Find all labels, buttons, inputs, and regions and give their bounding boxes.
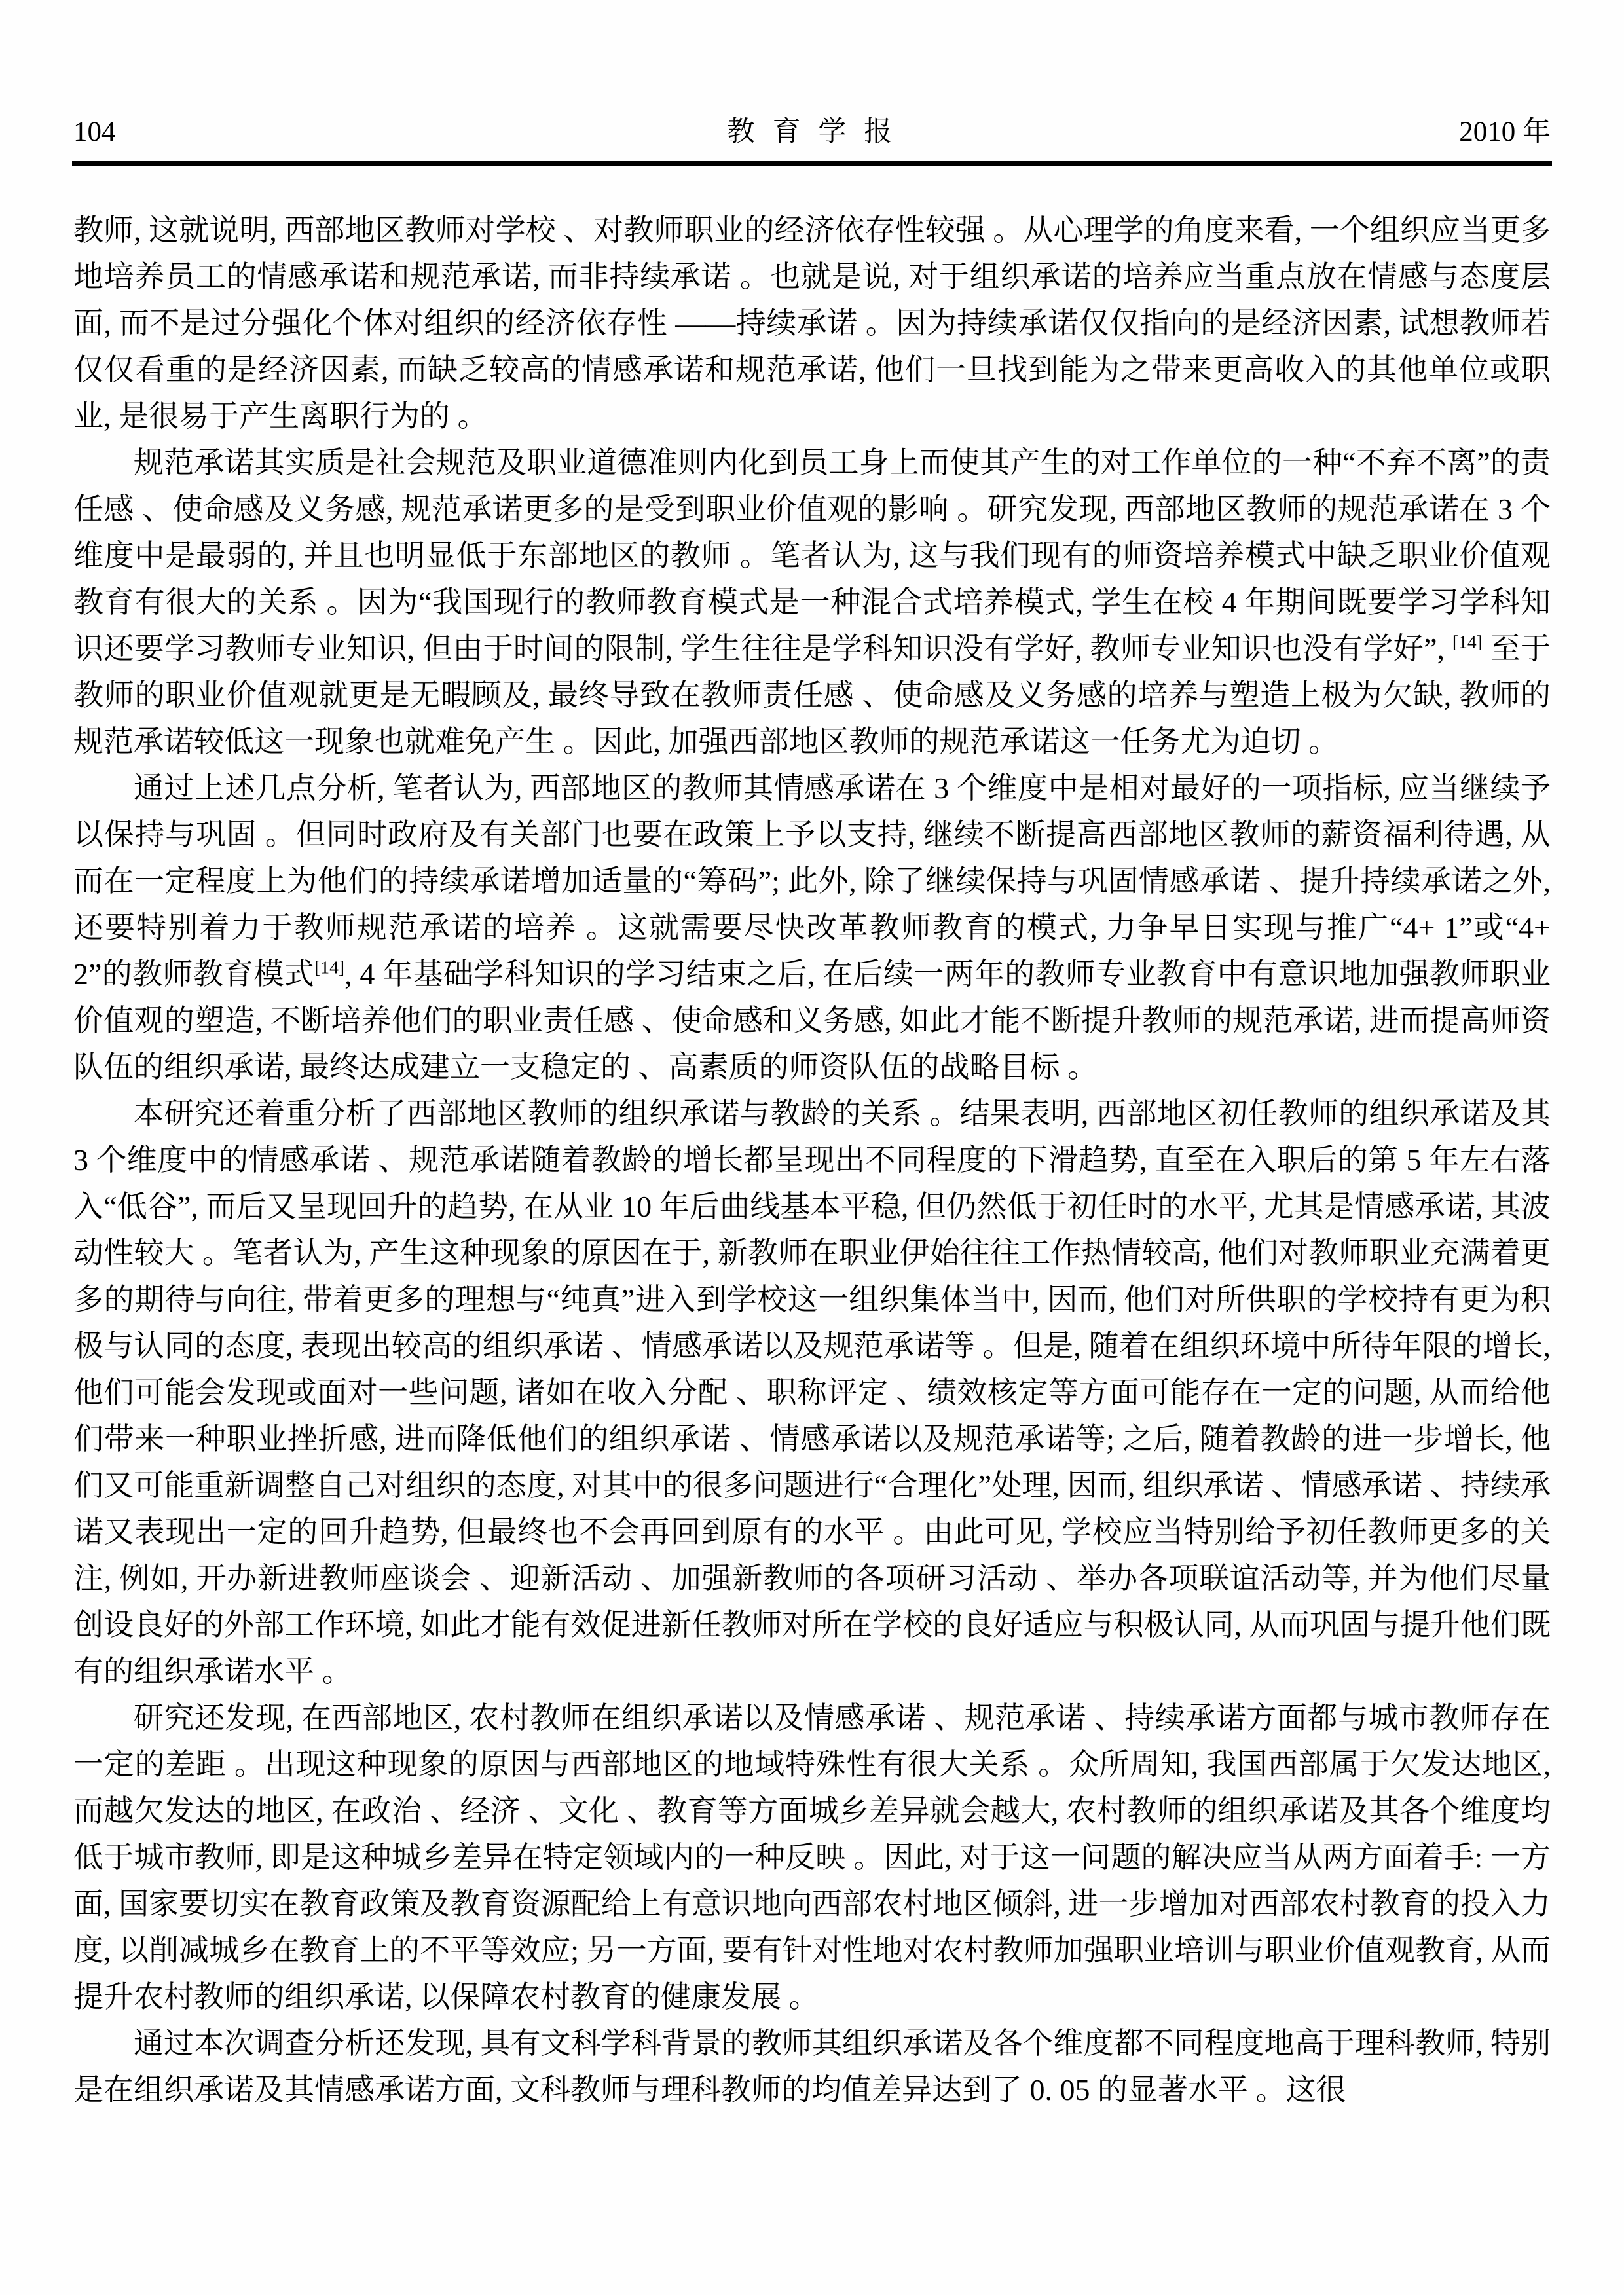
paragraph: 通过本次调查分析还发现, 具有文科学科背景的教师其组织承诺及各个维度都不同程度地高于理科教师, 特别是在组织承诺及其情感承诺方面, 文科教师与理科教师的均值差异达到了 0. 05 的显著水平 。这很 — [73, 2027, 1551, 2106]
paragraph: 规范承诺其实质是社会规范及职业道德准则内化到员工身上而使其产生的对工作单位的一种“不弃不离”的责任感 、使命感及义务感, 规范承诺更多的是受到职业价值观的影响 。研究发现, 西部地区教师的规范承诺在 3 个维度中是最弱的, 并且也明显低于东部地区的教师 。笔者认为, 这与我们现有的师资培养模式中缺乏职业价值观教育有很大的关系 。因为“我国现行的教师教育模式是一种混合式培养模式, 学生在校 4 年期间既要学习学科知识还要学习教师专业知识, 但由于时间的限制, 学生往往是学科知识没有学好, 教师专业知识也没有学好”, [14] 至于教师的职业价值观就更是无暇顾及, 最终导致在教师责任感 、使命感及义务感的培养与塑造上极为欠缺, 教师的规范承诺较低这一现象也就难免产生 。因此, 加强西部地区教师的规范承诺这一任务尤为迫切 。 — [73, 446, 1551, 758]
footnote-ref: [14] — [1452, 631, 1483, 652]
issue-year: 2010 年 — [1459, 117, 1551, 147]
body-text — [73, 207, 1551, 2113]
footnote-ref: [14] — [314, 957, 345, 978]
paragraph: 研究还发现, 在西部地区, 农村教师在组织承诺以及情感承诺 、规范承诺 、持续承诺方面都与城市教师存在一定的差距 。出现这种现象的原因与西部地区的地域特殊性有很大关系 。众所周知, 我国西部属于欠发达地区, 而越欠发达的地区, 在政治 、经济 、文化 、教育等方面城乡差异就会越大, 农村教师的组织承诺及其各个维度均低于城市教师, 即是这种城乡差异在特定领域内的一种反映 。因此, 对于这一问题的解决应当从两方面着手: 一方面, 国家要切实在教育政策及教育资源配给上有意识地向西部农村地区倾斜, 进一步增加对西部农村教育的投入力度, 以削减城乡在教育上的不平等效应; 另一方面, 要有针对性地对农村教师加强职业培训与职业价值观教育, 从而提升农村教师的组织承诺, 以保障农村教育的健康发展 。 — [73, 1701, 1551, 2013]
paragraph: 教师, 这就说明, 西部地区教师对学校 、对教师职业的经济依存性较强 。从心理学的角度来看, 一个组织应当更多地培养员工的情感承诺和规范承诺, 而非持续承诺 。也就是说, 对于组织承诺的培养应当重点放在情感与态度层面, 而不是过分强化个体对组织的经济依存性 ——持续承诺 。因为持续承诺仅仅指向的是经济因素, 试想教师若仅仅看重的是经济因素, 而缺乏较高的情感承诺和规范承诺, 他们一旦找到能为之带来更高收入的其他单位或职业, 是很易于产生离职行为的 。 — [73, 213, 1551, 433]
journal-title: 教 育 学 报 — [726, 117, 898, 147]
paragraph: 本研究还着重分析了西部地区教师的组织承诺与教龄的关系 。结果表明, 西部地区初任教师的组织承诺及其 3 个维度中的情感承诺 、规范承诺随着教龄的增长都呈现出不同程度的下滑趋势, 直至在入职后的第 5 年左右落入“低谷”, 而后又呈现回升的趋势, 在从业 10 年后曲线基本平稳, 但仍然低于初任时的水平, 尤其是情感承诺, 其波动性较大 。笔者认为, 产生这种现象的原因在于, 新教师在职业伊始往往工作热情较高, 他们对教师职业充满着更多的期待与向往, 带着更多的理想与“纯真”进入到学校这一组织集体当中, 因而, 他们对所供职的学校持有更为积极与认同的态度, 表现出较高的组织承诺 、情感承诺以及规范承诺等 。但是, 随着在组织环境中所待年限的增长, 他们可能会发现或面对一些问题, 诸如在收入分配 、职称评定 、绩效核定等方面可能存在一定的问题, 从而给他们带来一种职业挫折感, 进而降低他们的组织承诺 、情感承诺以及规范承诺等; 之后, 随着教龄的进一步增长, 他们又可能重新调整自己对组织的态度, 对其中的很多问题进行“合理化”处理, 因而, 组织承诺 、情感承诺 、持续承诺又表现出一定的回升趋势, 但最终也不会再回到原有的水平 。由此可见, 学校应当特别给予初任教师更多的关注, 例如, 开办新进教师座谈会 、迎新活动 、加强新教师的各项研习活动 、举办各项联谊活动等, 并为他们尽量创设良好的外部工作环境, 如此才能有效促进新任教师对所在学校的良好适应与积极认同, 从而巩固与提升他们既有的组织承诺水平 。 — [73, 1097, 1551, 1688]
page-number: 104 — [73, 117, 116, 147]
paragraph: 通过上述几点分析, 笔者认为, 西部地区的教师其情感承诺在 3 个维度中是相对最好的一项指标, 应当继续予以保持与巩固 。但同时政府及有关部门也要在政策上予以支持, 继续不断提高西部地区教师的薪资福利待遇, 从而在一定程度上为他们的持续承诺增加适量的“筹码”; 此外, 除了继续保持与巩固情感承诺 、提升持续承诺之外, 还要特别着力于教师规范承诺的培养 。这就需要尽快改革教师教育的模式, 力争早日实现与推广“4+ 1”或“4+ 2”的教师教育模式[14], 4 年基础学科知识的学习结束之后, 在后续一两年的教师专业教育中有意识地加强教师职业价值观的塑造, 不断培养他们的职业责任感 、使命感和义务感, 如此才能不断提升教师的规范承诺, 进而提高师资队伍的组织承诺, 最终达成建立一支稳定的 、高素质的师资队伍的战略目标 。 — [73, 771, 1551, 1084]
page-header — [73, 115, 1551, 149]
header-rule — [72, 161, 1552, 166]
